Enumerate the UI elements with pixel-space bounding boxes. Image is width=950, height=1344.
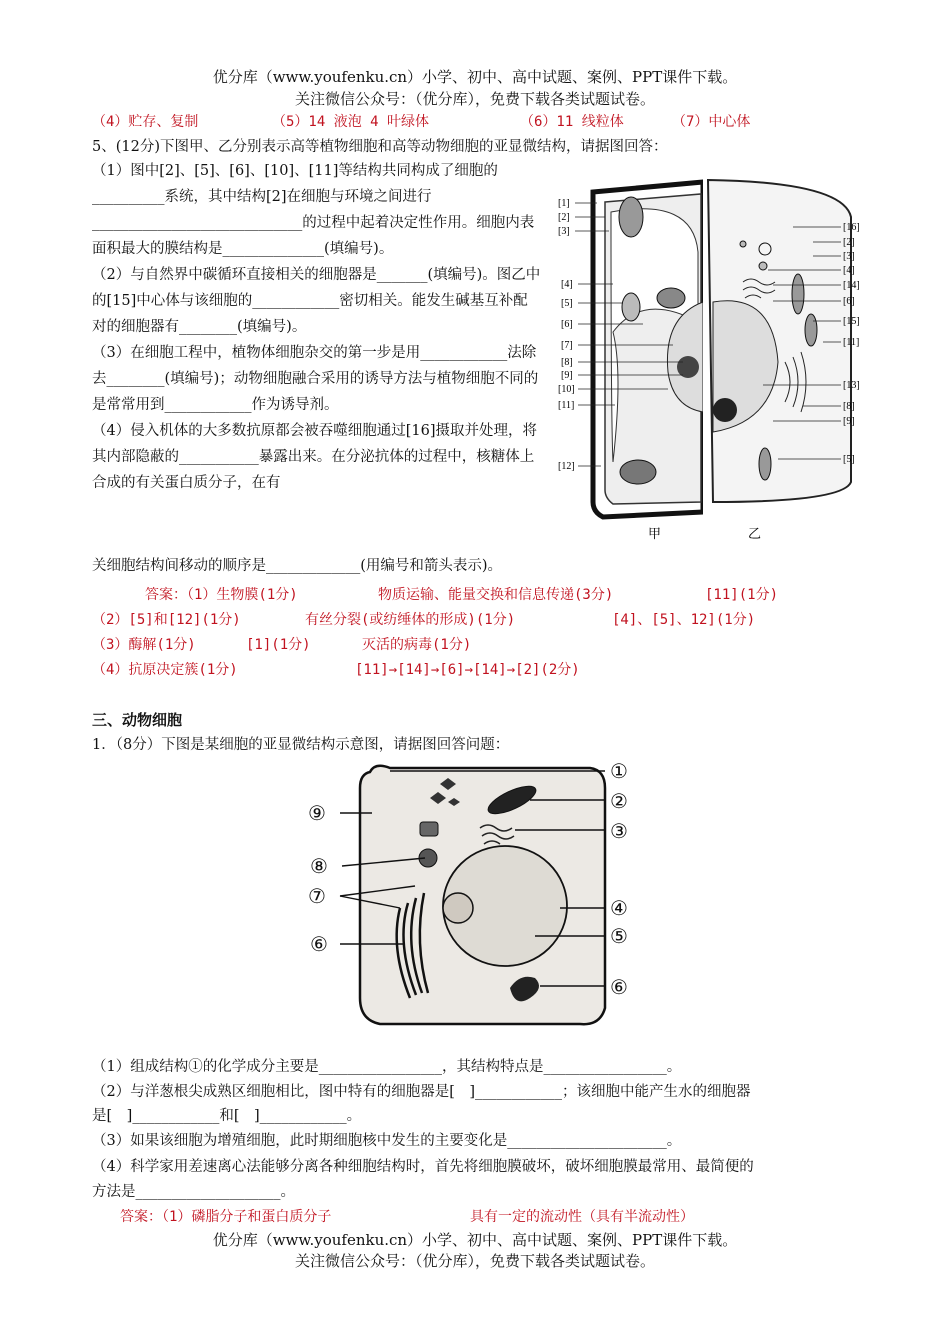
mitochondrion bbox=[805, 314, 817, 346]
q5-part-4-end: 关细胞结构间移动的顺序是_____________(用编号和箭头表示)。 bbox=[92, 558, 503, 574]
q5-answer: [4]、[5]、12](1分) bbox=[612, 612, 756, 628]
q5-answer: [1](1分) bbox=[246, 637, 311, 653]
q5-answer: （2）[5]和[12](1分) bbox=[92, 612, 241, 628]
fig2-label: ③ bbox=[610, 819, 628, 843]
prev-answer-item: （6）11 线粒体 bbox=[520, 114, 624, 130]
fig-label-right: [13] bbox=[843, 380, 860, 391]
fig-label-right: [15] bbox=[843, 316, 860, 327]
fig-label-right: [3] bbox=[843, 251, 855, 262]
prev-answer-item: （4）贮存、复制 bbox=[92, 114, 199, 130]
fig2-label: ⑦ bbox=[308, 884, 326, 908]
fig-label-right: [9] bbox=[843, 416, 855, 427]
q5-answer: 灭活的病毒(1分) bbox=[362, 637, 472, 653]
q5-part-1: （1）图中[2]、[5]、[6]、[10]、[11]等结构共同构成了细胞的__________系统，其中结构[2]在细胞与环境之间进行_____________________________的过程中起着决定性作用。细胞内表面积最大的膜结构是______________(填编号)。 bbox=[92, 163, 535, 257]
q5-answer: （3）酶解(1分) bbox=[92, 637, 196, 653]
fig-label-left: [6] bbox=[561, 319, 573, 330]
animal-nucleolus bbox=[713, 398, 737, 422]
fig-label-left: [3] bbox=[558, 226, 570, 237]
fig-label-left: [7] bbox=[561, 340, 573, 351]
header-line-2: 关注微信公众号：（优分库），免费下载各类试题试卷。 bbox=[294, 90, 655, 108]
mitochondrion bbox=[622, 293, 640, 321]
section3-answer: 答案：（1）磷脂分子和蛋白质分子 bbox=[120, 1209, 332, 1225]
q5-part-4: （4）侵入机体的大多数抗原都会被吞噬细胞通过[16]摄取并处理，将其内部隐蔽的___________暴露出来。在分泌抗体的过程中，核糖体上合成的有关蛋白质分子，在有 bbox=[92, 423, 537, 491]
lysosome bbox=[420, 822, 438, 836]
fig-label-right: [11] bbox=[843, 337, 860, 348]
fig-label-left: [12] bbox=[558, 461, 575, 472]
fig-label-right: [5] bbox=[843, 454, 855, 465]
section3-part-4-end: 方法是____________________。 bbox=[92, 1184, 295, 1200]
q5-answer: 有丝分裂(或纺缍体的形成)(1分) bbox=[305, 612, 516, 628]
q5-part-2: （2）与自然界中碳循环直接相关的细胞器是_______(填编号)。图乙中的[15]中心体与该细胞的____________密切相关。能发生碱基互补配对的细胞器有________(填编号)。 bbox=[92, 267, 541, 335]
fig2-label: ① bbox=[610, 759, 628, 783]
fig-label-right: [14] bbox=[843, 280, 860, 291]
fig-label-right: [2] bbox=[843, 237, 855, 248]
fig2-label: ⑥ bbox=[610, 975, 628, 999]
fig2-label: ⑤ bbox=[610, 924, 628, 948]
fig-label-right: [6] bbox=[843, 296, 855, 307]
header-line-1: 优分库（www.youfenku.cn）小学、初中、高中试题、案例、PPT课件下载。 bbox=[212, 68, 738, 86]
mitochondrion bbox=[792, 274, 804, 314]
q5-part-3: （3）在细胞工程中，植物体细胞杂交的第一步是用____________法除去________(填编号)；动物细胞融合采用的诱导方法与植物细胞不同的是常常用到____________作为诱导剂。 bbox=[92, 345, 539, 413]
q5-body bbox=[92, 158, 542, 496]
fig-label-left: [10] bbox=[558, 384, 575, 395]
section3-q1-stem: 1．（8分）下图是某细胞的亚显微结构示意图，请据图回答问题： bbox=[92, 737, 510, 753]
fig-label-right: [16] bbox=[843, 222, 860, 233]
section3-part-2-end: 是[ ]____________和[ ]____________。 bbox=[92, 1108, 362, 1124]
section-title: 三、动物细胞 bbox=[92, 711, 183, 729]
fig-label-left: [2] bbox=[558, 212, 570, 223]
animal-cell-figure bbox=[300, 758, 650, 1028]
section3-part-2: （2）与洋葱根尖成熟区细胞相比，图中特有的细胞器是[ ]____________；该细胞中能产生水的细胞器 bbox=[92, 1084, 751, 1100]
q5-answer: [11](1分) bbox=[705, 587, 779, 603]
section3-answer: 具有一定的流动性（具有半流动性） bbox=[470, 1209, 694, 1225]
vesicle bbox=[759, 262, 767, 270]
section3-part-1: （1）组成结构①的化学成分主要是_________________，其结构特点是_________________。 bbox=[92, 1059, 682, 1075]
fig2-label: ④ bbox=[610, 896, 628, 920]
q5-stem: 5、(12分)下图甲、乙分别表示高等植物细胞和高等动物细胞的亚显微结构，请据图回答： bbox=[92, 139, 668, 155]
fig-label-left: [9] bbox=[561, 370, 573, 381]
mitochondrion bbox=[759, 448, 771, 480]
fig-label-left: [4] bbox=[561, 279, 573, 290]
q5-answer: （4）抗原决定簇(1分) bbox=[92, 662, 238, 678]
fig-label-left: [5] bbox=[561, 298, 573, 309]
q5-answer: [11]→[14]→[6]→[14]→[2](2分) bbox=[355, 662, 580, 678]
q5-answer: 答案：（1）生物膜(1分) bbox=[145, 587, 298, 603]
footer-line-2: 关注微信公众号：（优分库），免费下载各类试题试卷。 bbox=[294, 1252, 655, 1270]
caption-plant: 甲 bbox=[648, 527, 662, 542]
caption-animal: 乙 bbox=[748, 527, 762, 542]
section3-part-4: （4）科学家用差速离心法能够分离各种细胞结构时，首先将细胞膜破坏，破坏细胞膜最常用、最简便的 bbox=[92, 1159, 754, 1175]
vesicle bbox=[740, 241, 746, 247]
nucleolus bbox=[443, 893, 473, 923]
fig-label-right: [8] bbox=[843, 401, 855, 412]
chloroplast bbox=[619, 197, 643, 237]
section3-part-3: （3）如果该细胞为增殖细胞，此时期细胞核中发生的主要变化是______________________。 bbox=[92, 1133, 682, 1149]
prev-answer-item: （5）14 液泡 4 叶绿体 bbox=[272, 114, 430, 130]
fig2-label: ② bbox=[610, 789, 628, 813]
chloroplast bbox=[620, 460, 656, 484]
fig2-label: ⑥ bbox=[310, 932, 328, 956]
fig2-label: ⑧ bbox=[310, 854, 328, 878]
fig-label-left: [1] bbox=[558, 198, 570, 209]
plant-animal-cell-figure bbox=[553, 172, 873, 552]
fig-label-right: [4] bbox=[843, 265, 855, 276]
fig2-label: ⑨ bbox=[308, 801, 326, 825]
fig-label-left: [8] bbox=[561, 357, 573, 368]
footer-line-1: 优分库（www.youfenku.cn）小学、初中、高中试题、案例、PPT课件下载。 bbox=[212, 1231, 738, 1249]
chloroplast bbox=[657, 288, 685, 308]
prev-answer-item: （7）中心体 bbox=[672, 114, 751, 130]
fig-label-left: [11] bbox=[558, 400, 575, 411]
q5-answer: 物质运输、能量交换和信息传递(3分) bbox=[378, 587, 614, 603]
